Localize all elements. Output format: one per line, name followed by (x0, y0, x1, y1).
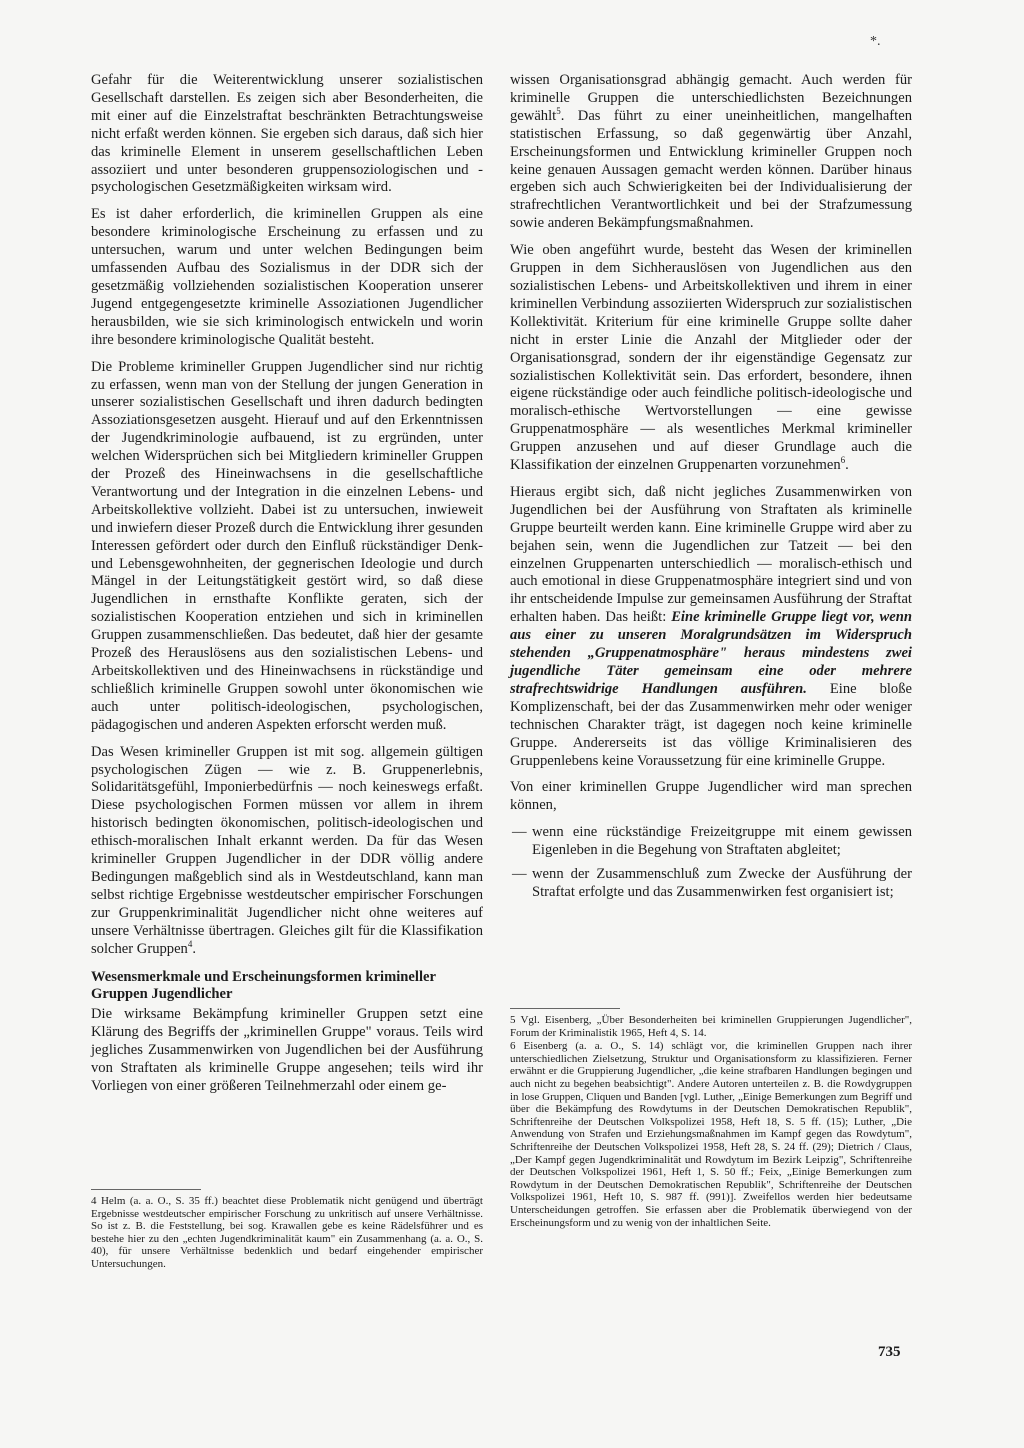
left-paragraph-4-end: . (192, 940, 197, 957)
right-column (510, 72, 912, 908)
footnote-rule (91, 1189, 201, 1190)
right-paragraph-3-text: Hieraus ergibt sich, daß nicht jegliches Zusammenwirken von Jugendlichen bei der Ausführung von Straftaten als kriminelle Gruppe beurteilt werden kann. Eine kriminelle Gruppe wird aber zu bejahen sein, wenn die Jugendlichen zur Tatzeit — bei den einzelnen Gruppenarten unterschiedlich — moralisch-ethisch und auch emotional in diese Gruppenatmosphäre integriert sind und von ihr entscheidende Impulse zur gemeinsamen Ausführung der Straftat erhalten haben. Das heißt: (510, 483, 912, 626)
left-paragraph-5: Die wirksame Bekämpfung krimineller Gruppen setzt eine Klärung des Begriffs der „kriminellen Gruppe" voraus. Teils wird jegliches Zusammenwirken von Jugendlichen bei der Ausführung von Straftaten als kriminelle Gruppe angesehen; teils wird ihr Vorliegen von einer größeren Teilnehmerzahl oder einem ge- (91, 1006, 483, 1094)
right-paragraph-4: Von einer kriminellen Gruppe Jugendlicher wird man sprechen können, (510, 779, 912, 814)
list-item-text: wenn der Zusammenschluß zum Zwecke der Ausführung der Straftat erfolgte und das Zusammenwirken fest organisiert ist; (532, 866, 912, 900)
criteria-list (510, 824, 912, 902)
footnote-5: 5 Vgl. Eisenberg, „Über Besonderheiten bei kriminellen Gruppierungen Jugendlicher", Forum der Kriminalistik 1965, Heft 4, S. 14. (510, 1014, 912, 1039)
dash-bullet: — (512, 866, 527, 883)
right-paragraph-1 (510, 72, 912, 233)
left-paragraph-3: Die Probleme krimineller Gruppen Jugendlicher sind nur richtig zu erfassen, wenn man von der Stellung der jungen Generation in unserer sozialistischen Gesellschaft und ihren dadurch bedingten Assoziationsgesetzen ausgeht. Hierauf und auf den Erkenntnissen der Jugendkriminologie aufbauend, ist zu ergründen, unter welchen Widersprüchen sich bei Mitgliedern krimineller Gruppen der Prozeß des Hineinwachsens in die gesellschaftliche Verantwortung und der Integration in die einzelnen Lebens- und Arbeitskollektive vollzieht. Dabei ist zu untersuchen, inwieweit und inwiefern dieser Prozeß durch die Entwicklung ihrer gesunden Interessen gefördert oder durch den Einfluß rückständiger Denk- und Lebensgewohnheiten, der gegnerischen Ideologie und durch Mängel in der Leitungstätigkeit gestört wird, so daß diese Jugendlichen in ernsthafte Konflikte geraten, sich der sozialistischen Kooperation entziehen und sich in kriminellen Gruppen zusammenschließen. Das bedeutet, daß hier der gesamte Prozeß des Herauslösens aus den sozialistischen Lebens- und Arbeitskollektiven und des Hineinwachsens in rückständige und schließlich kriminelle Gruppen sowohl unter ökonomischen wie auch unter politisch-ideologischen, psychologischen, pädagogischen und anderen Aspekten erforscht werden muß. (91, 358, 483, 733)
footnote-ref-5: 5 (556, 105, 561, 116)
footnote-ref-4: 4 (187, 938, 193, 949)
right-paragraph-1-rest: . Das führt zu einer uneinheitlichen, mangelhaften statistischen Erfassung, so daß gegenwärtig über Anzahl, Erscheinungsformen und Entwicklung krimineller Gruppen noch keine genauen Aussagen gemacht werden können. Darüber hinaus ergeben sich auch Schwierigkeiten bei der Individualisierung der strafrechtlichen Verantwortlichkeit und bei der Strafzumessung sowie anderen Bekämpfungsmaßnahmen. (510, 107, 912, 232)
left-paragraph-4-text: Das Wesen krimineller Gruppen ist mit sog. allgemein gültigen psychologischen Zügen — wie z. B. Gruppenerlebnis, Solidaritätsgefühl, Imponierbedürfnis — noch keineswegs erfaßt. Diese psychologischen Formen müssen vor allem in ihrem historisch bedingten ökonomischen, politisch-ideologischen und ethisch-moralischen Inhalt erkannt werden. Da für das Wesen krimineller Gruppen Jugendlicher in der DDR völlig andere Bedingungen maßgeblich sind als in Westdeutschland, kann man selbst richtige Ergebnisse westdeutscher empirischer Forschungen zur Gruppenkriminalität Jugendlicher nicht ohne weiteres auf unsere Verhältnisse übertragen. Gleiches gilt für die Klassifikation solcher Gruppen (91, 743, 483, 957)
right-paragraph-2-text: Wie oben angeführt wurde, besteht das Wesen der kriminellen Gruppen in dem Sichherauslösen von Jugendlichen aus den sozialistischen Lebens- und Arbeitskollektiven und ihrem in einer kriminellen Verbindung assoziierten Widerspruch zur sozialistischen Kollektivität. Kriterium für eine kriminelle Gruppe sollte daher nicht in erster Linie die Anzahl der Mitglieder oder der Organisationsgrad, sondern der ihr eigenständige Gegensatz zur sozialistischen Kollektivität sein. Das erfordert, besondere, ihnen eigene rückständige oder auch feindliche politisch-ideologische und moralisch-ethische Wertvorstellungen — eine gewisse Gruppenatmosphäre — als wesentliches Merkmal krimineller Gruppen anzusehen und auf dieser Grundlage auch die Klassifikation der einzelnen Gruppenarten vorzunehmen (510, 242, 912, 474)
left-paragraph-2: Es ist daher erforderlich, die kriminellen Gruppen als eine besondere kriminologische Erscheinung zu erfassen und zu untersuchen, warum und unter welchen Bedingungen beim umfassenden Aufbau des Sozialismus in der DDR sich der gesetzmäßig vollziehenden sozialistischen Kooperation unserer Jugend entgegengesetzte kriminelle Assoziationen Jugendlicher herausbilden, wie sie sich kriminologisch entwickeln und worin ihre besondere kriminologische Qualität besteht. (91, 206, 483, 348)
footnote-ref-6: 6 (840, 455, 846, 466)
list-item-text: wenn eine rückständige Freizeitgruppe mit einem gewissen Eigenleben in die Begehung von Straftaten abgleitet; (532, 824, 912, 859)
list-item (510, 824, 912, 860)
footnote-4: 4 Helm (a. a. O., S. 35 ff.) beachtet diese Problematik nicht genügend und überträgt Ergebnisse westdeutscher empirischer Forschung zu unkritisch auf unsere Verhältnisse. So ist z. B. die Feststellung, bei sog. Krawallen gebe es keine Rädelsführer und es bestehe hier zu den „echten Jugendkriminalität kaum" ein Zusammenhang (a. a. O., S. 40), für unsere Verhältnisse bedenklich und bedarf eingehender empirischer Untersuchungen. (91, 1195, 483, 1270)
right-paragraph-2 (510, 242, 912, 475)
dash-bullet: — (512, 824, 527, 841)
left-paragraph-1: Gefahr für die Weiterentwicklung unserer sozialistischen Gesellschaft darstellen. Es zeigen sich aber Besonderheiten, die mit einer auf die Einzelstraftat beschränkten Betrachtungsweise nicht erfaßt werden können. Sie ergeben sich daraus, daß sich hier das kriminelle Element in unserem gesellschaftlichen Leben assoziiert und unter besonderen gruppensoziologischen und -psychologischen Gesetzmäßigkeiten wirksam wird. (91, 72, 483, 196)
right-footnotes (510, 1008, 912, 1230)
right-paragraph-2-end: . (845, 457, 849, 474)
right-paragraph-1-text: wissen Organisationsgrad abhängig gemacht. Auch werden für kriminelle Gruppen die unterschiedlichsten Bezeichnungen gewählt (510, 72, 912, 124)
right-paragraph-3-rest: Eine bloße Komplizenschaft, bei der das Zusammenwirken mehr oder weniger technischen Charakter trägt, ist dagegen noch keine kriminelle Gruppe. Andererseits ist das völlige Kriminalisieren des Gruppenlebens keine Voraussetzung für eine kriminelle Gruppe. (510, 680, 913, 769)
footnote-6: 6 Eisenberg (a. a. O., S. 14) schlägt vor, die kriminellen Gruppen nach ihrer unterschiedlichen Zielsetzung, Struktur und Organisationsform zu klassifizieren. Ferner erwähnt er die Gruppierung Jugendlicher, „die keine strafbaren Handlungen begingen und auch nicht zu begehen beabsichtigt". Andere Autoren unterteilen z. B. die Rowdygruppen in lose Gruppen, Cliquen und Banden [vgl. Luther, „Einige Bemerkungen zum Begriff und über die Bekämpfung des Rowdytums in der Deutschen Demokratischen Republik", Schriftenreihe der Deutschen Volkspolizei 1958, Heft 18, S. 5 ff. (15); Luther, „Die Anwendung von Strafen und Erziehungsmaßnahmen im Kampf gegen das Rowdytum", Schriftenreihe der Deutschen Volkspolizei 1958, Heft 28, S. 24 ff. (29); Dietrich / Claus, „Der Kampf gegen Jugendkriminalität und Rowdytum im Bezirk Leipzig", Schriftenreihe der Deutschen Volkspolizei 1961, Heft 1, S. 50 ff.; Feix, „Einige Bemerkungen zum Rowdytum in der Deutschen Demokratischen Republik", Schriftenreihe der Deutschen Volkspolizei 1961, Heft 10, S. 987 ff. (991)]. Zweifellos werden hier bedeutsame Unterscheidungen getroffen. Sie erfassen aber die Problematik überwiegend von der Erscheinungsform und zu wenig von der inhaltlichen Seite. (510, 1040, 912, 1229)
left-footnotes (91, 1189, 483, 1272)
definition-emphasis: Eine kriminelle Gruppe liegt vor, wenn aus einer zu unseren Moralgrundsätzen im Widerspruch stehenden „Gruppenatmosphäre" heraus mindestens zwei jugendliche Täter gemeinsam eine oder mehrere strafrechtswidrige Handlungen ausführen. (510, 609, 913, 697)
left-paragraph-4 (91, 744, 483, 959)
corner-mark: *. (870, 34, 881, 49)
right-paragraph-3 (510, 484, 912, 771)
list-item (510, 866, 912, 902)
page-number: 735 (878, 1344, 901, 1360)
left-column (91, 72, 483, 1105)
footnote-rule (510, 1008, 620, 1009)
section-heading: Wesensmerkmale und Erscheinungsformen krimineller Gruppen Jugendlicher (91, 968, 436, 1003)
